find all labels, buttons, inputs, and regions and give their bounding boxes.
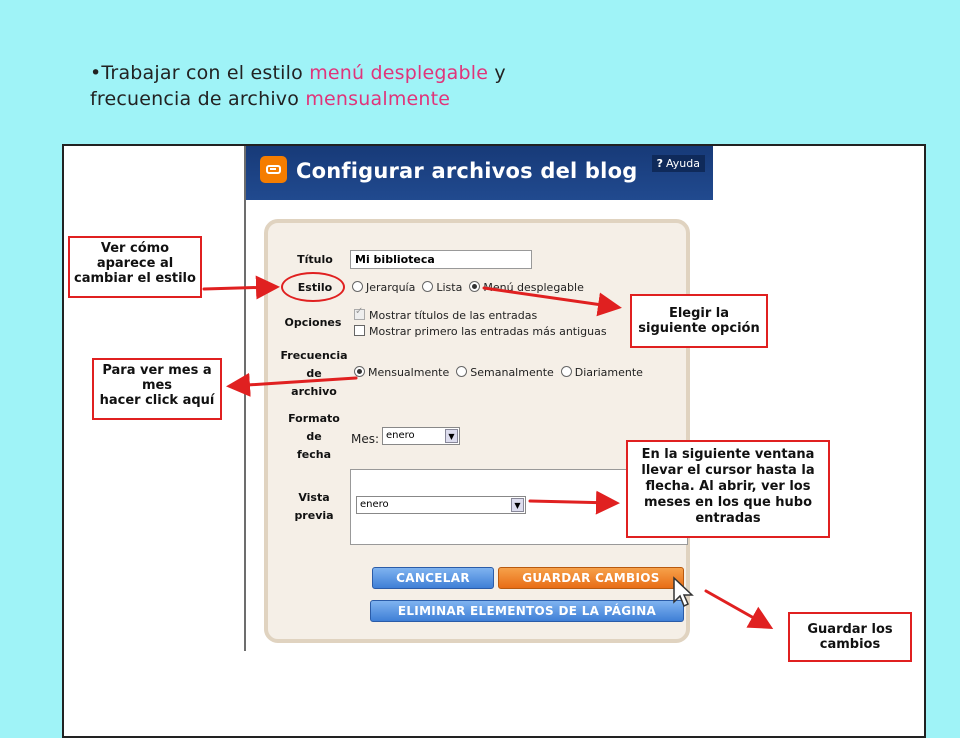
vista-select-value: enero — [360, 499, 389, 510]
chevron-down-icon[interactable]: ▼ — [511, 498, 524, 512]
estilo-radio-jerarquia[interactable]: Jerarquía — [352, 281, 415, 294]
intro-highlight-mensual: mensualmente — [305, 88, 451, 110]
cancel-button[interactable]: CANCELAR — [372, 567, 494, 589]
annotation-arrows — [64, 146, 924, 736]
arrow-ventana — [530, 501, 614, 503]
opcion-mostrar-titulos[interactable]: ✓Mostrar títulos de las entradas — [354, 309, 537, 322]
titulo-input[interactable]: Mi biblioteca — [350, 250, 532, 269]
mes-select-value: enero — [386, 430, 415, 441]
bullet: • — [90, 62, 102, 84]
delete-elements-button[interactable]: ELIMINAR ELEMENTOS DE LA PÁGINA — [370, 600, 684, 622]
screenshot-stage — [62, 144, 926, 738]
opciones-label: Opciones — [284, 316, 342, 329]
estilo-label: Estilo — [297, 281, 333, 294]
save-button[interactable]: GUARDAR CAMBIOS — [498, 567, 684, 589]
intro-part-1: Trabajar con el estilo — [101, 62, 310, 84]
frecuencia-label: Frecuencia de archivo — [280, 349, 348, 398]
frecuencia-radio-mensual[interactable]: Mensualmente — [354, 366, 449, 379]
intro-highlight-menu: menú desplegable — [309, 62, 489, 84]
intro-part-2: y — [488, 62, 506, 84]
help-label: Ayuda — [666, 157, 700, 170]
dialog-title: Configurar archivos del blog — [296, 159, 638, 183]
callout-guardar-cambios: Guardar los cambios — [788, 612, 912, 662]
formato-label: Formato de fecha — [288, 412, 340, 461]
help-icon: ? — [656, 157, 664, 170]
arrow-guardar — [706, 591, 768, 626]
frecuencia-radio-semanal[interactable]: Semanalmente — [456, 366, 554, 379]
intro-part-3: frecuencia de archivo — [90, 88, 306, 110]
arrow-elegir — [484, 288, 616, 307]
mes-label: Mes: — [351, 432, 380, 446]
chevron-down-icon[interactable]: ▼ — [445, 429, 458, 443]
vista-previa-label: Vista previa — [294, 491, 334, 522]
arrow-mes — [232, 378, 356, 386]
frecuencia-radio-diario[interactable]: Diariamente — [561, 366, 643, 379]
estilo-radio-menu[interactable]: Menú desplegable — [469, 281, 584, 294]
arrow-estilo — [204, 287, 274, 289]
opcion-mostrar-antiguas[interactable]: Mostrar primero las entradas más antiguas — [354, 325, 607, 338]
callout-elegir-opcion: Elegir la siguiente opción — [630, 294, 768, 348]
titulo-label: Título — [297, 253, 333, 266]
callout-ver-mes: Para ver mes a mes hacer click aquí — [92, 358, 222, 420]
callout-ver-estilo: Ver cómo aparece al cambiar el estilo — [68, 236, 202, 298]
intro-text — [90, 60, 690, 112]
estilo-radio-lista[interactable]: Lista — [422, 281, 462, 294]
callout-siguiente-ventana: En la siguiente ventana llevar el cursor hasta la flecha. Al abrir, ver los meses en los que hubo entradas — [626, 440, 830, 538]
